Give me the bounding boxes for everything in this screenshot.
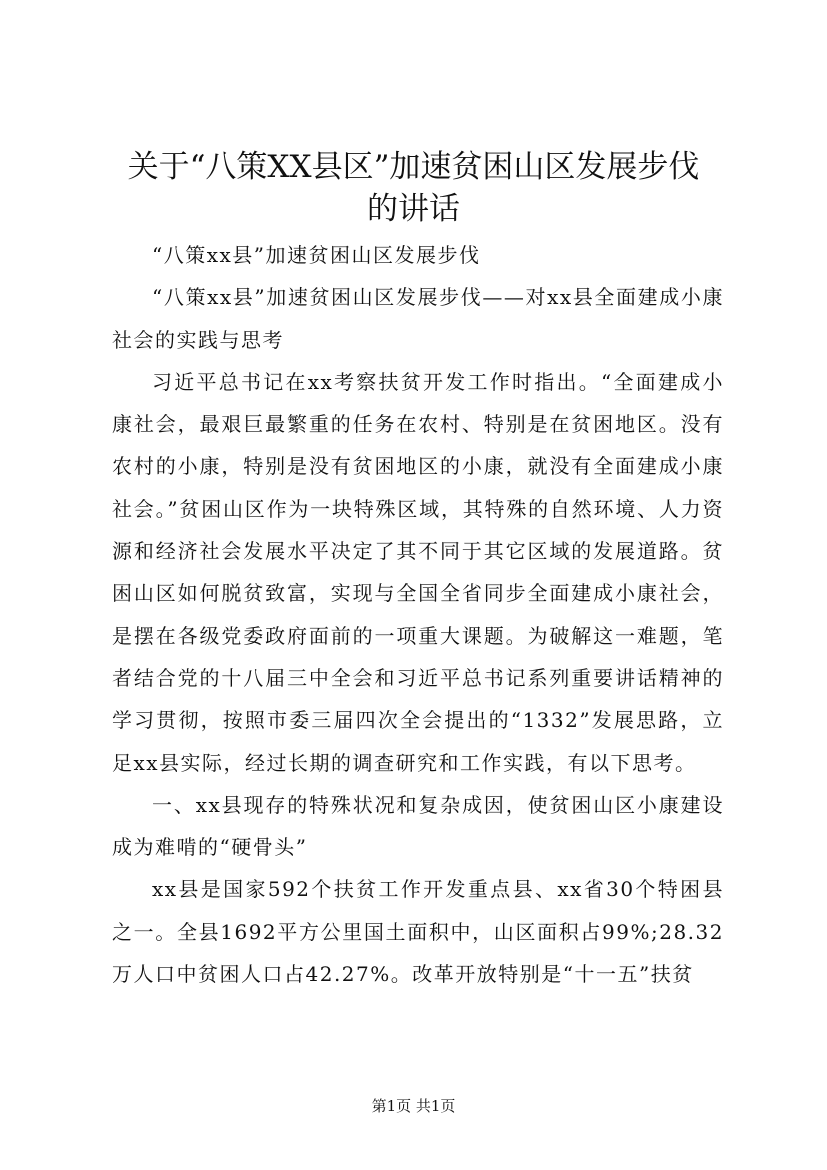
- title-line-1: 关于“八策XX县区”加速贫困山区发展步伐: [127, 149, 700, 185]
- paragraph-intro: 习近平总书记在xx考察扶贫开发工作时指出。“全面建成小康社会，最艰巨最繁重的任务在农村、特别是在贫困地区。没有农村的小康，特别是没有贫困地区的小康，就没有全面建成小康社会。”贫困山区作为一块特殊区域，其特殊的自然环境、人力资源和经济社会发展水平决定了其不同于其它区域的发展道路。贫困山区如何脱贫致富，实现与全国全省同步全面建成小康社会，是摆在各级党委政府面前的一项重大课题。为破解这一难题，笔者结合党的十八届三中全会和习近平总书记系列重要讲话精神的学习贯彻，按照市委三届四次全会提出的“1332”发展思路，立足xx县实际，经过长期的调查研究和工作实践，有以下思考。: [112, 369, 724, 775]
- paragraph-subtitle: “八策xx县”加速贫困山区发展步伐: [152, 243, 481, 267]
- paragraph-county-status: xx县是国家592个扶贫工作开发重点县、xx省30个特困县之一。全县1692平方公里国土面积中，山区面积占99%;28.32万人口中贫困人口占42.27%。改革开放特别是“十一五”扶贫: [112, 877, 724, 987]
- section-heading-1: 一、xx县现存的特殊状况和复杂成因，使贫困山区小康建设成为难啃的“硬骨头”: [112, 792, 724, 860]
- paragraph-heading: “八策xx县”加速贫困山区发展步伐——对xx县全面建成小康社会的实践与思考: [112, 285, 724, 352]
- document-body: [112, 234, 724, 995]
- document-title: [100, 146, 727, 230]
- title-line-2: 的讲话: [367, 191, 460, 227]
- page-footer: 第1页 共1页: [371, 1097, 456, 1115]
